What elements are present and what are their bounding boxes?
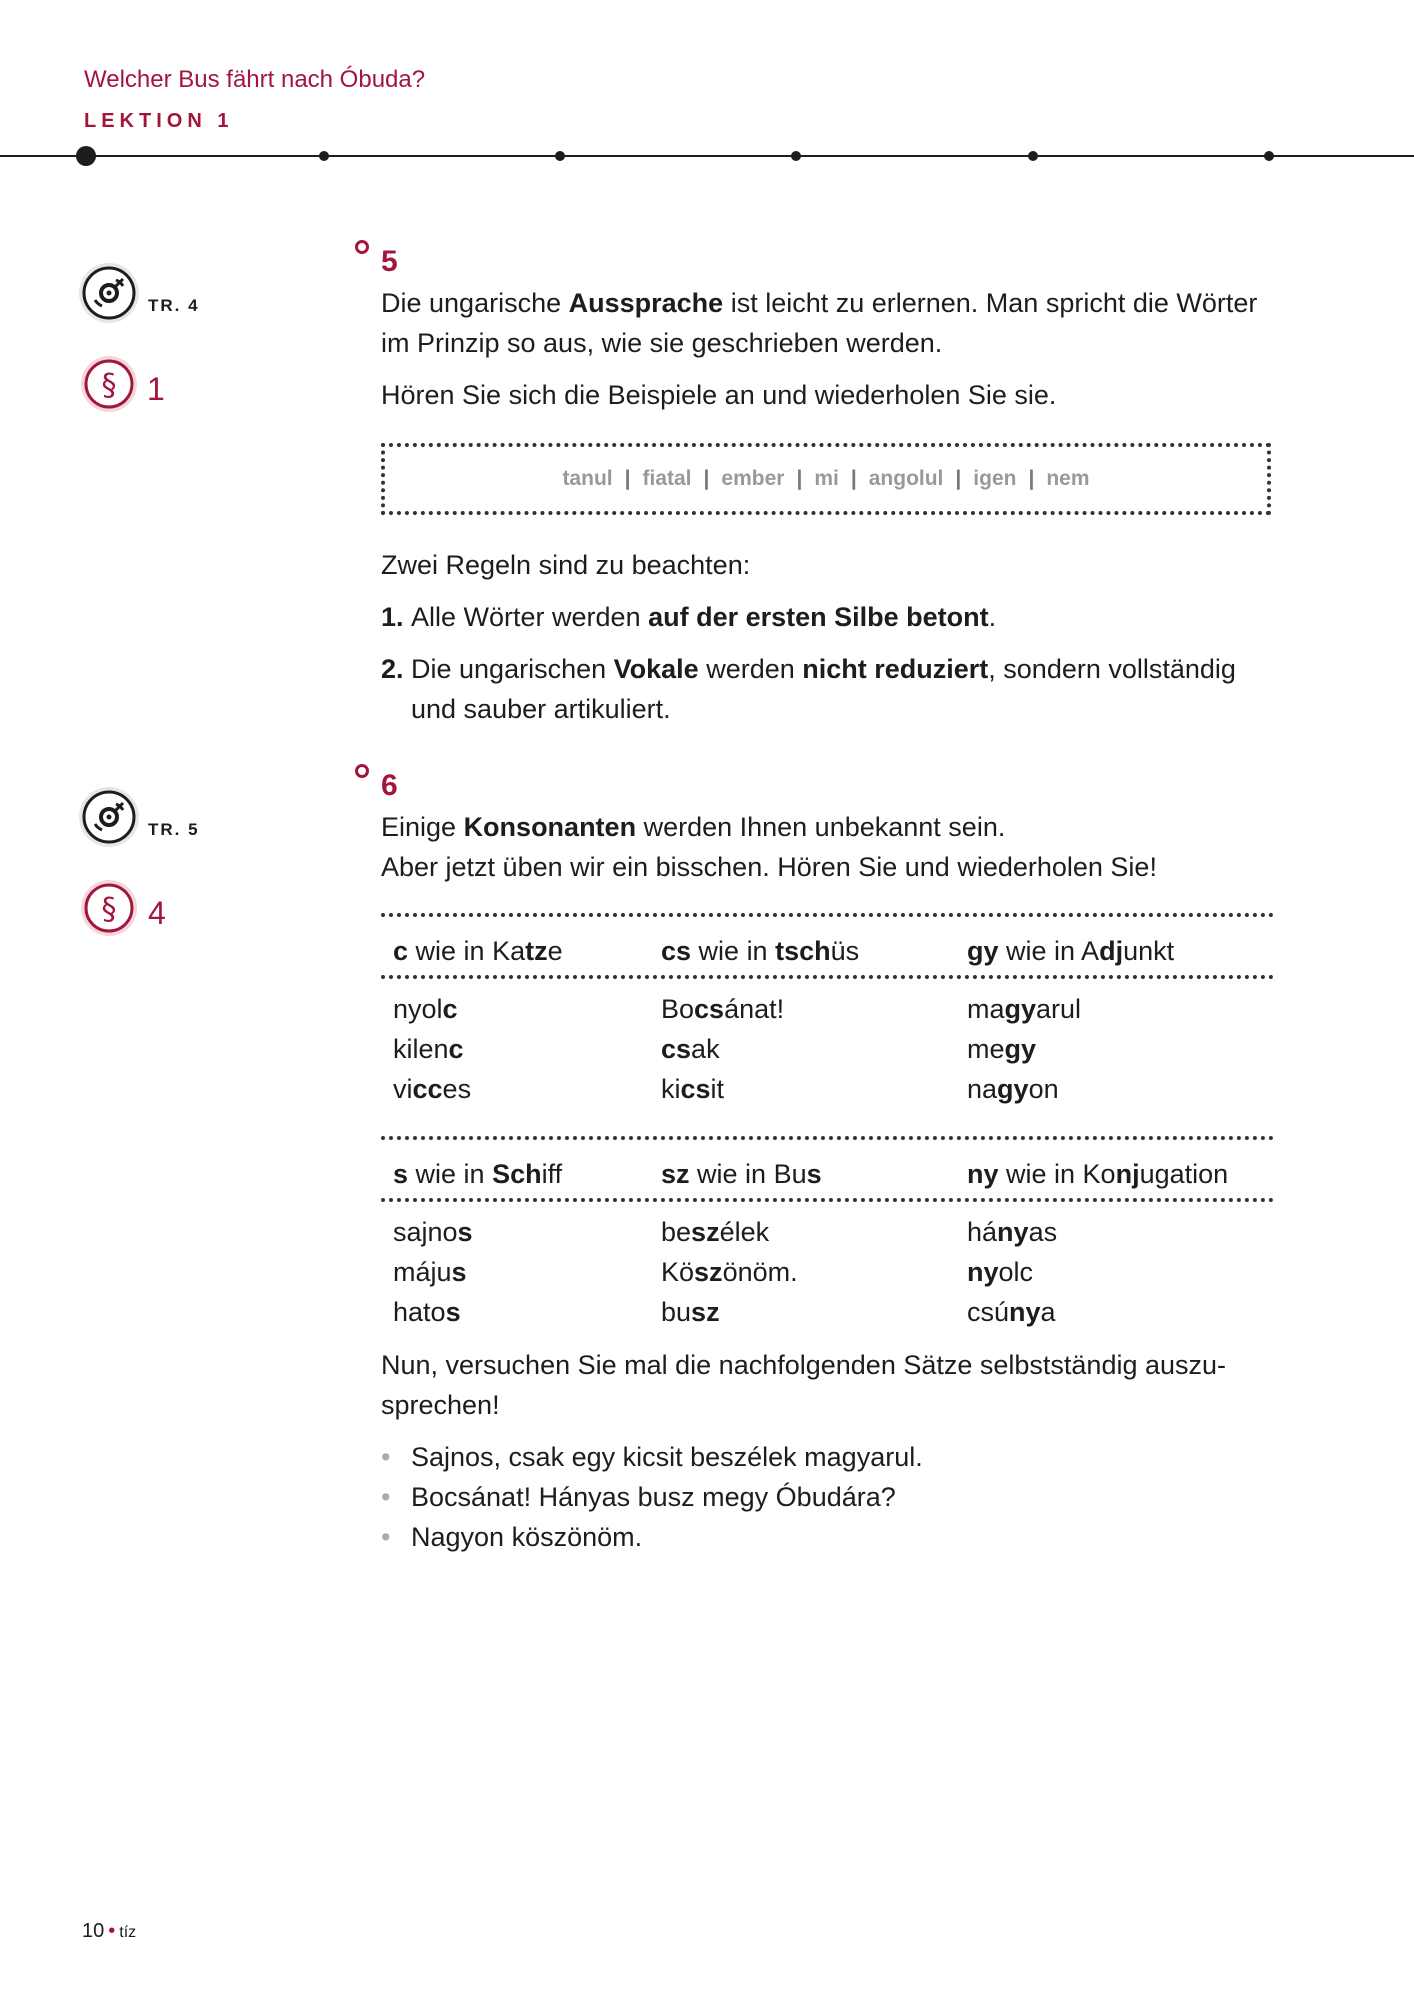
word-separator: | bbox=[703, 467, 710, 490]
table-cell: nyolc bbox=[967, 1257, 1034, 1287]
example-word[interactable]: ember bbox=[721, 467, 785, 490]
rules-intro: Zwei Regeln sind zu beachten: bbox=[381, 550, 751, 580]
svg-text:§: § bbox=[101, 892, 117, 927]
timeline-rule bbox=[0, 155, 1414, 157]
list-item: • Bocsánat! Hányas busz megy Óbudára? bbox=[381, 1477, 1281, 1517]
table-row bbox=[381, 1069, 1274, 1109]
example-word[interactable]: angolul bbox=[868, 467, 944, 490]
table-header-cell: cs wie in tschüs bbox=[661, 936, 860, 966]
grammar-section-icon[interactable] bbox=[80, 879, 138, 937]
table-cell: kicsit bbox=[661, 1074, 725, 1104]
timeline-dot bbox=[1264, 151, 1274, 161]
table-row bbox=[381, 1292, 1274, 1332]
table-header-cell: sz wie in Bus bbox=[661, 1159, 822, 1189]
table-cell: május bbox=[393, 1257, 467, 1287]
example-word[interactable]: fiatal bbox=[642, 467, 692, 490]
page-footer bbox=[82, 1920, 136, 1943]
table-cell: hányas bbox=[967, 1217, 1058, 1247]
table-header-cell: ny wie in Konjugation bbox=[967, 1159, 1229, 1189]
table-cell: magyarul bbox=[967, 994, 1082, 1024]
track-label: TR. 5 bbox=[148, 820, 200, 839]
grammar-ref-number: 1 bbox=[147, 371, 165, 407]
grammar-ref-number: 4 bbox=[148, 895, 166, 931]
word-separator: | bbox=[624, 467, 631, 490]
exercise-intro: Einige Konsonanten werden Ihnen unbekannt sein. bbox=[381, 812, 1006, 842]
word-separator: | bbox=[850, 467, 857, 490]
rule-item: 2. Die ungarischen Vokale werden nicht reduziert, sondern vollständig bbox=[381, 654, 1236, 684]
page-number-word: tíz bbox=[119, 1924, 137, 1941]
exercise-intro: Die ungarische Aussprache ist leicht zu erlernen. Man spricht die Wörter im Prinzip so aus, wie sie geschrieben werden. bbox=[381, 288, 1258, 358]
example-word[interactable]: mi bbox=[814, 467, 839, 490]
exercise-outro: Nun, versuchen Sie mal die nachfolgenden Sätze selbstständig auszu- bbox=[381, 1350, 1227, 1380]
grammar-section-icon[interactable] bbox=[80, 355, 138, 413]
exercise-number: 6 bbox=[381, 769, 398, 802]
table-cell: beszélek bbox=[661, 1217, 770, 1247]
timeline-dot bbox=[791, 151, 801, 161]
table-header-row bbox=[381, 1154, 1274, 1194]
footer-separator: • bbox=[108, 1920, 116, 1942]
exercise-number: 5 bbox=[381, 245, 398, 278]
consonant-table bbox=[381, 1136, 1274, 1332]
table-header-cell: c wie in Katze bbox=[393, 936, 563, 966]
bullet-icon: • bbox=[381, 1522, 391, 1552]
bullet-icon: • bbox=[381, 1442, 391, 1472]
table-row bbox=[381, 1212, 1274, 1252]
exercise-instruction: Hören Sie sich die Beispiele an und wiederholen Sie sie. bbox=[381, 380, 1057, 410]
table-row bbox=[381, 1252, 1274, 1292]
timeline-dot-current bbox=[76, 146, 96, 166]
table-cell: vicces bbox=[393, 1074, 472, 1104]
table-rule bbox=[381, 913, 1274, 917]
exercise-intro-line2: Aber jetzt üben wir ein bisschen. Hören Sie und wiederholen Sie! bbox=[381, 852, 1157, 882]
table-row bbox=[381, 1029, 1274, 1069]
table-cell: csak bbox=[661, 1034, 720, 1064]
example-word[interactable]: igen bbox=[973, 467, 1017, 490]
rule-item: 1. Alle Wörter werden auf der ersten Silbe betont. bbox=[381, 602, 997, 632]
practice-sentence-list bbox=[381, 1437, 1281, 1557]
list-item: • Sajnos, csak egy kicsit beszélek magyarul. bbox=[381, 1437, 1281, 1477]
table-cell: Köszönöm. bbox=[661, 1257, 798, 1287]
table-cell: kilenc bbox=[393, 1034, 464, 1064]
exercise-marker bbox=[355, 240, 369, 254]
track-label: TR. 4 bbox=[148, 296, 200, 315]
table-header-cell: gy wie in Adjunkt bbox=[967, 936, 1175, 966]
table-header-row bbox=[381, 931, 1274, 971]
table-cell: csúnya bbox=[967, 1297, 1056, 1327]
page-number: 10 bbox=[82, 1920, 105, 1942]
exercise-outro-line2: sprechen! bbox=[381, 1390, 500, 1420]
lesson-label: LEKTION 1 bbox=[84, 110, 234, 132]
timeline-dot bbox=[555, 151, 565, 161]
table-rule bbox=[381, 1136, 1274, 1140]
table-rule bbox=[381, 1198, 1274, 1202]
table-row bbox=[381, 989, 1274, 1029]
timeline-dot bbox=[319, 151, 329, 161]
rule-item-continuation: und sauber artikuliert. bbox=[411, 694, 671, 724]
table-cell: megy bbox=[967, 1034, 1037, 1064]
word-separator: | bbox=[796, 467, 803, 490]
list-item: • Nagyon köszönöm. bbox=[381, 1517, 1281, 1557]
bullet-icon: • bbox=[381, 1482, 391, 1512]
table-header-cell: s wie in Schiff bbox=[393, 1159, 563, 1189]
chapter-title: Welcher Bus fährt nach Óbuda? bbox=[84, 66, 426, 93]
table-cell: Bocsánat! bbox=[661, 994, 785, 1024]
table-cell: sajnos bbox=[393, 1217, 473, 1247]
timeline-dot bbox=[1028, 151, 1038, 161]
table-rule bbox=[381, 975, 1274, 979]
svg-text:§: § bbox=[101, 368, 117, 403]
table-cell: nyolc bbox=[393, 994, 458, 1024]
word-separator: | bbox=[955, 467, 962, 490]
exercise-marker bbox=[355, 764, 369, 778]
word-separator: | bbox=[1028, 467, 1035, 490]
consonant-table bbox=[381, 913, 1274, 1109]
table-cell: busz bbox=[661, 1297, 720, 1327]
audio-cd-icon[interactable] bbox=[78, 786, 140, 848]
table-cell: hatos bbox=[393, 1297, 461, 1327]
example-word[interactable]: tanul bbox=[562, 467, 613, 490]
example-word[interactable]: nem bbox=[1046, 467, 1090, 490]
table-cell: nagyon bbox=[967, 1074, 1059, 1104]
example-words-box bbox=[381, 443, 1271, 515]
audio-cd-icon[interactable] bbox=[78, 262, 140, 324]
